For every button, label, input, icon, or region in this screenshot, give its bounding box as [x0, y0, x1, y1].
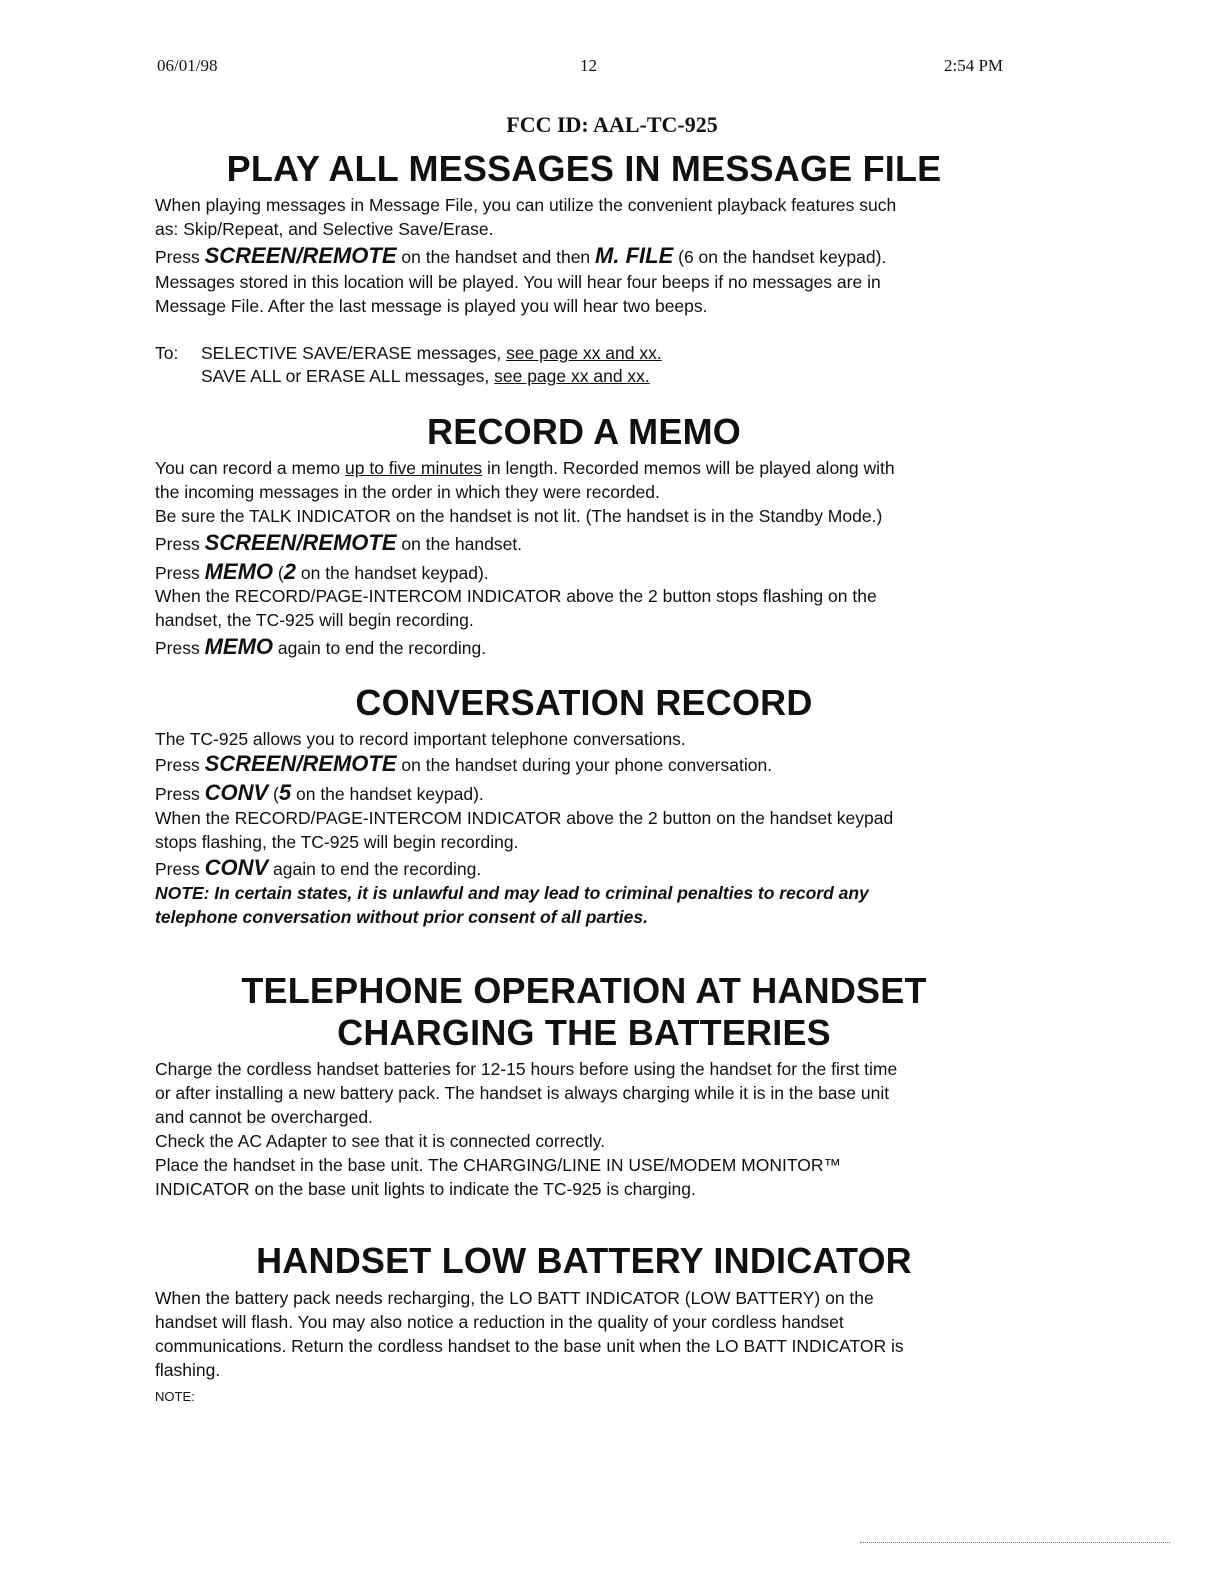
heading-conversation-record: CONVERSATION RECORD: [355, 682, 813, 723]
to-item-selective: [201, 343, 662, 364]
conv-intro: The TC-925 allows you to record important telephone conversations.: [155, 729, 686, 749]
charge-intro-line1: Charge the cordless handset batteries for 12-15 hours before using the handset for the first time: [155, 1059, 898, 1079]
heading-record-memo: RECORD A MEMO: [427, 411, 741, 452]
legal-note: [155, 881, 1025, 929]
keyword-conv: CONV: [204, 855, 269, 880]
keyword-screen-remote: SCREEN/REMOTE: [204, 530, 397, 555]
conv-press-conv-end: on the handset keypad).: [291, 784, 484, 804]
memo-indicator-line1: When the RECORD/PAGE-INTERCOM INDICATOR above the 2 button stops flashing on the: [155, 586, 877, 606]
heading-low-battery: HANDSET LOW BATTERY INDICATOR: [256, 1240, 912, 1281]
conv-indicator-line2: stops flashing, the TC-925 will begin recording.: [155, 832, 519, 852]
legal-note-line1: NOTE: In certain states, it is unlawful and may lead to criminal penalties to record any: [155, 883, 869, 903]
memo-press-screen: [155, 530, 1025, 557]
conv-indicator: [155, 806, 1025, 854]
memo-indicator-line2: handset, the TC-925 will begin recording.: [155, 610, 474, 630]
press-label: Press: [155, 247, 205, 267]
play-all-intro-line2: as: Skip/Repeat, and Selective Save/Erase.: [155, 219, 494, 239]
fcc-id: FCC ID: AAL-TC-925: [506, 112, 718, 137]
keyword-conv: CONV: [204, 780, 269, 805]
charge-intro-line2: or after installing a new battery pack. The handset is always charging while it is in the base unit: [155, 1083, 890, 1103]
keyword-memo: MEMO: [204, 559, 274, 584]
memo-indicator: [155, 584, 1025, 632]
keyword-two: 2: [283, 559, 297, 584]
keyword-screen-remote: SCREEN/REMOTE: [204, 243, 397, 268]
memo-intro: [155, 456, 1025, 504]
heading-charging-batteries: CHARGING THE BATTERIES: [337, 1012, 831, 1053]
press-label: Press: [155, 534, 205, 554]
conv-end-text: again to end the recording.: [268, 859, 482, 879]
memo-end-text: again to end the recording.: [273, 638, 487, 658]
play-all-press: [155, 243, 1025, 270]
to-item-save-erase-all: [201, 366, 650, 387]
memo-press-memo: [155, 559, 1025, 586]
memo-standby-note: Be sure the TALK INDICATOR on the handset is not lit. (The handset is in the Standby Mode.): [155, 506, 883, 526]
charge-check-adapter: Check the AC Adapter to see that it is connected correctly.: [155, 1131, 606, 1151]
low-battery-line3: communications. Return the cordless handset to the base unit when the LO BATT INDICATOR is: [155, 1336, 904, 1356]
memo-intro-start: You can record a memo: [155, 458, 346, 478]
conv-press-conv: [155, 780, 1025, 807]
play-all-info: [155, 270, 1025, 318]
legal-note-line2: telephone conversation without prior consent of all parties.: [155, 907, 648, 927]
charge-place-line2: INDICATOR on the base unit lights to indicate the TC-925 is charging.: [155, 1179, 696, 1199]
play-all-press-end: (6 on the handset keypad).: [673, 247, 887, 267]
conv-press-screen: [155, 751, 1025, 778]
conv-end-recording: [155, 855, 1025, 882]
conv-indicator-line1: When the RECORD/PAGE-INTERCOM INDICATOR above the 2 button on the handset keypad: [155, 808, 894, 828]
paren-open: (: [273, 563, 284, 583]
memo-press-memo-end: on the handset keypad).: [296, 563, 489, 583]
keyword-m-file: M. FILE: [595, 243, 674, 268]
header-time: 2:54 PM: [944, 56, 1004, 75]
page-number: 12: [580, 56, 597, 75]
to-item-save-erase-all-text: SAVE ALL or ERASE ALL messages,: [201, 366, 495, 386]
keyword-memo: MEMO: [204, 634, 274, 659]
keyword-screen-remote: SCREEN/REMOTE: [204, 751, 397, 776]
press-label: Press: [155, 859, 205, 879]
press-label: Press: [155, 638, 205, 658]
low-battery-line4: flashing.: [155, 1360, 221, 1380]
low-battery-line1: When the battery pack needs recharging, the LO BATT INDICATOR (LOW BATTERY) on the: [155, 1288, 874, 1308]
scan-artifact: [860, 1542, 1170, 1544]
memo-intro-line2: the incoming messages in the order in which they were recorded.: [155, 482, 660, 502]
play-all-intro: [155, 193, 1025, 241]
play-all-info-line2: Message File. After the last message is played you will hear two beeps.: [155, 296, 708, 316]
press-label: Press: [155, 784, 205, 804]
header-date: 06/01/98: [157, 56, 218, 75]
conv-press-screen-end: on the handset during your phone conversation.: [396, 755, 773, 775]
charge-place-line1: Place the handset in the base unit. The CHARGING/LINE IN USE/MODEM MONITOR™: [155, 1155, 841, 1175]
paren-open: (: [268, 784, 279, 804]
see-page-link-2[interactable]: see page xx and xx.: [494, 366, 650, 386]
memo-end-recording: [155, 634, 1025, 661]
memo-intro-end: in length. Recorded memos will be played along with: [482, 458, 895, 478]
low-battery-line2: handset will flash. You may also notice a reduction in the quality of your cordless handset: [155, 1312, 844, 1332]
to-label: To:: [155, 343, 179, 363]
see-page-link-1[interactable]: see page xx and xx.: [506, 343, 662, 363]
to-item-selective-text: SELECTIVE SAVE/ERASE messages,: [201, 343, 507, 363]
heading-play-all: PLAY ALL MESSAGES IN MESSAGE FILE: [226, 148, 942, 189]
play-all-info-line1: Messages stored in this location will be played. You will hear four beeps if no messages are in: [155, 272, 881, 292]
play-all-press-mid: on the handset and then: [396, 247, 596, 267]
low-battery-note: NOTE:: [155, 1389, 195, 1404]
press-label: Press: [155, 563, 205, 583]
charge-place-handset: [155, 1153, 1025, 1201]
low-battery-text: [155, 1286, 1025, 1382]
charge-intro-line3: and cannot be overcharged.: [155, 1107, 373, 1127]
press-label: Press: [155, 755, 205, 775]
charge-intro: [155, 1057, 1025, 1129]
keyword-five: 5: [278, 780, 292, 805]
heading-telephone-operation: TELEPHONE OPERATION AT HANDSET: [241, 970, 927, 1011]
memo-press-screen-end: on the handset.: [396, 534, 523, 554]
memo-five-minutes: up to five minutes: [345, 458, 483, 478]
play-all-intro-line1: When playing messages in Message File, you can utilize the convenient playback features such: [155, 195, 897, 215]
